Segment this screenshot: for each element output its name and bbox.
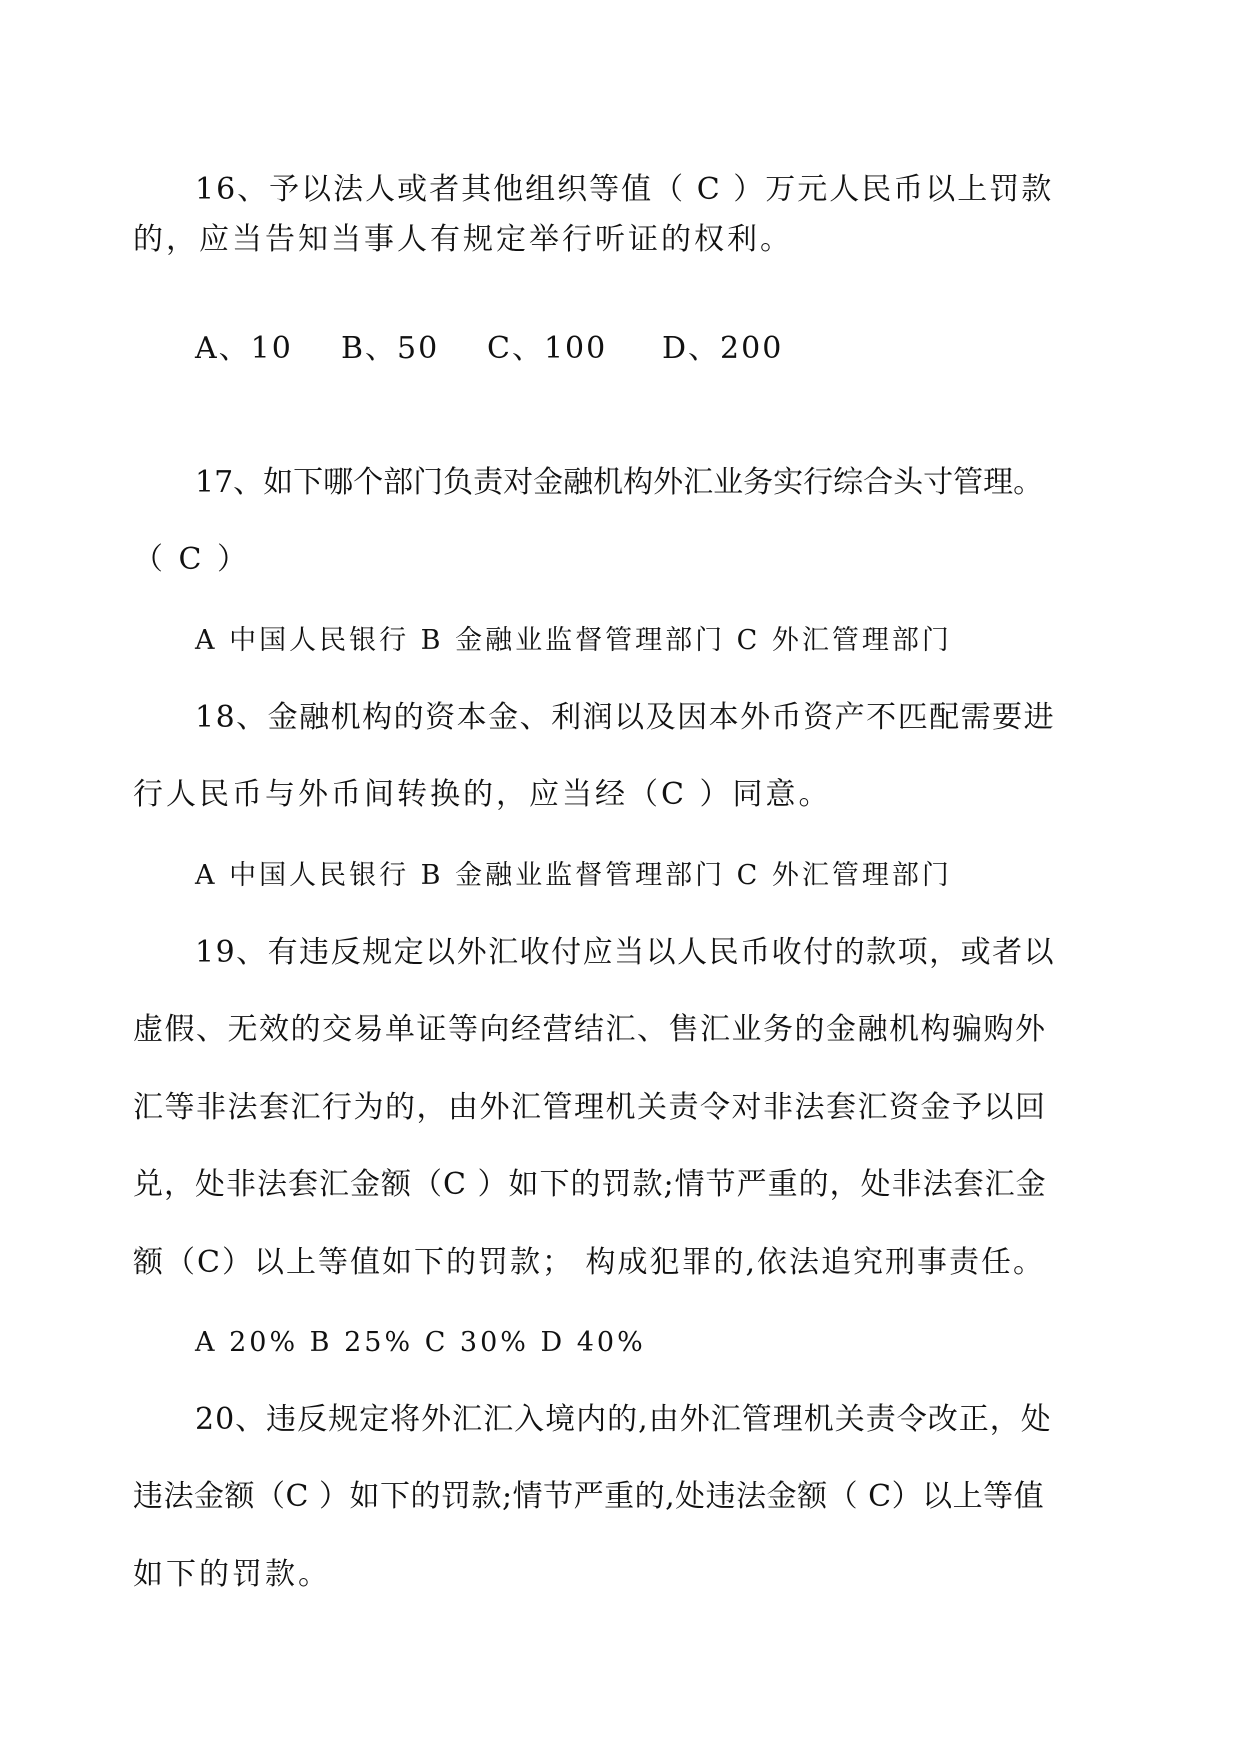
question-16-line-1: 16、予以法人或者其他组织等值（ C ）万元人民币以上罚款: [195, 172, 1054, 207]
question-18-line-1: 18、金融机构的资本金、利润以及因本外币资产不匹配需要进: [195, 700, 1056, 735]
question-16-option-d: D、200: [662, 331, 784, 366]
question-17-line-1: 17、如下哪个部门负责对金融机构外汇业务实行综合头寸管理。: [195, 465, 1044, 500]
question-20-line-2: 违法金额（C ）如下的罚款;情节严重的,处违法金额（ C）以上等值: [133, 1479, 1045, 1514]
question-18-options: A 中国人民银行 B 金融业监督管理部门 C 外汇管理部门: [195, 860, 952, 891]
question-19-line-2: 虚假、无效的交易单证等向经营结汇、售汇业务的金融机构骗购外: [133, 1012, 1047, 1047]
question-18-line-2: 行人民币与外币间转换的，应当经（C ）同意。: [133, 777, 832, 812]
question-19-line-5: 额（C）以上等值如下的罚款； 构成犯罪的,依法追究刑事责任。: [133, 1245, 1046, 1280]
question-17-options: A 中国人民银行 B 金融业监督管理部门 C 外汇管理部门: [195, 625, 952, 656]
question-20-line-1: 20、违反规定将外汇汇入境内的,由外汇管理机关责令改正，处: [195, 1402, 1052, 1437]
question-19-line-1: 19、有违反规定以外汇收付应当以人民币收付的款项，或者以: [195, 935, 1056, 970]
question-16-option-c: C、100: [487, 331, 608, 366]
question-19-line-3: 汇等非法套汇行为的，由外汇管理机关责令对非法套汇资金予以回: [133, 1090, 1047, 1125]
question-19-options: A 20% B 25% C 30% D 40%: [195, 1327, 646, 1358]
question-17-line-2: （ C ）: [133, 542, 251, 577]
question-16-option-b: B、50: [341, 331, 440, 366]
question-16-line-2: 的，应当告知当事人有规定举行听证的权利。: [133, 222, 793, 257]
question-16-option-a: A、10: [195, 331, 293, 366]
question-20-line-3: 如下的罚款。: [133, 1557, 331, 1592]
question-19-line-4: 兑，处非法套汇金额（C ）如下的罚款;情节严重的，处非法套汇金: [133, 1167, 1047, 1202]
